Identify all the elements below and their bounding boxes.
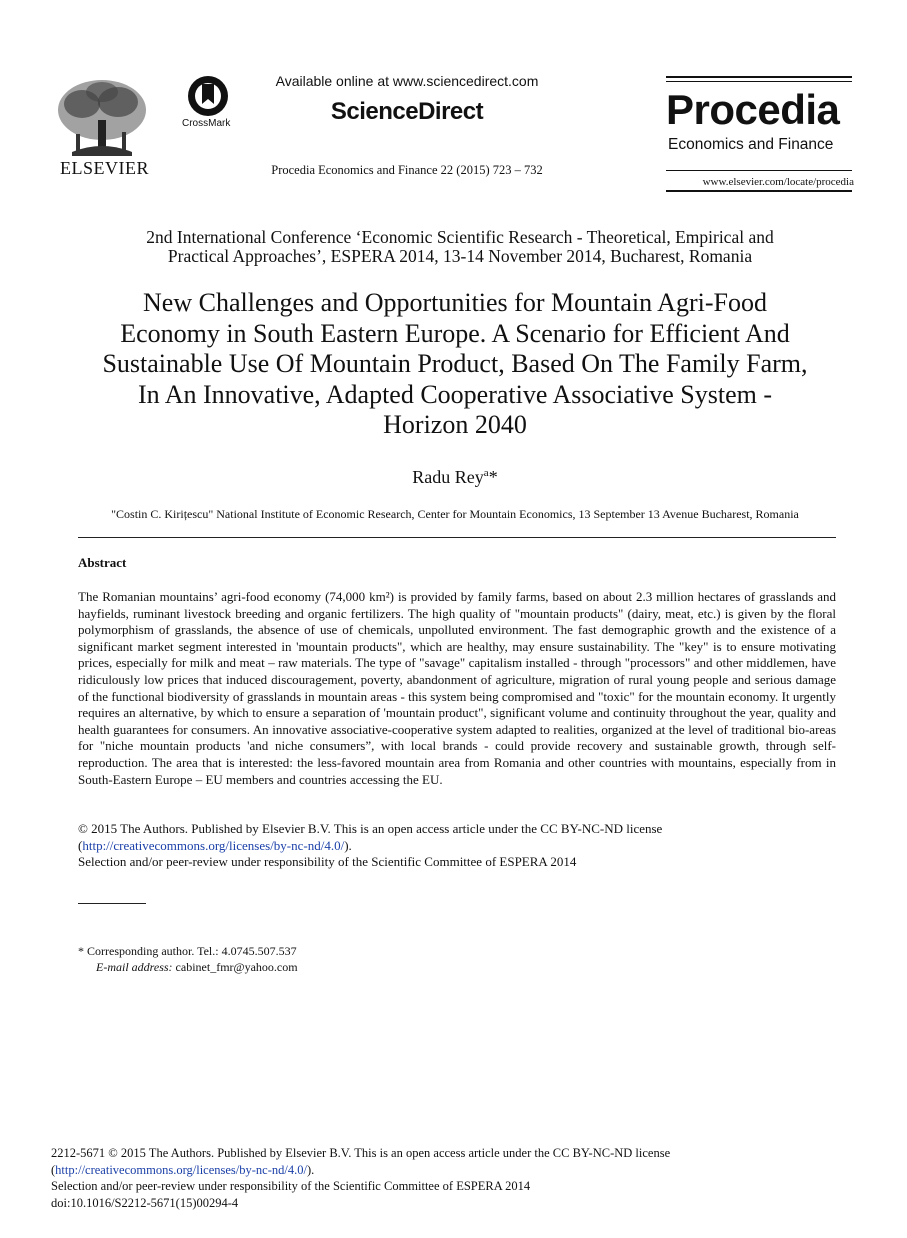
license-link-line	[78, 838, 836, 855]
affiliation: "Costin C. Kirițescu" National Institute of Economic Research, Center for Mountain Economics, 13 September 13 Avenue Bucharest, Romania	[111, 507, 799, 521]
abstract-heading: Abstract	[78, 555, 127, 570]
paren-close: ).	[344, 837, 352, 853]
available-online-text[interactable]: Available online at www.sciencedirect.com	[275, 73, 539, 89]
license-statement: © 2015 The Authors. Published by Elsevier B.V. This is an open access article under the CC BY-NC-ND license	[78, 821, 663, 836]
sciencedirect-wordmark: ScienceDirect	[330, 98, 484, 125]
title-line: Economy in South Eastern Europe. A Scenario for Efficient And	[120, 318, 790, 348]
procedia-rule	[666, 170, 852, 171]
procedia-rule	[666, 76, 852, 78]
footnote-divider	[78, 903, 146, 904]
title-line: In An Innovative, Adapted Cooperative Associative System -	[138, 379, 772, 409]
procedia-rule	[666, 190, 852, 192]
procedia-rule	[666, 81, 852, 82]
page-footer	[51, 1145, 871, 1211]
email-label: E-mail address:	[96, 960, 173, 974]
email-address[interactable]: cabinet_fmr@yahoo.com	[175, 960, 298, 974]
title-line: New Challenges and Opportunities for Mountain Agri-Food	[143, 288, 767, 317]
footer-link-line	[51, 1162, 871, 1179]
crossmark-label: CrossMark	[182, 118, 231, 129]
license-link[interactable]: http://creativecommons.org/licenses/by-nc-nd/4.0/	[82, 837, 345, 853]
author-line	[300, 467, 610, 488]
email-line	[78, 959, 298, 975]
license-block	[78, 821, 836, 871]
paren-open: (	[51, 1162, 56, 1177]
corresponding-author: * Corresponding author. Tel.: 4.0745.507.537	[78, 944, 297, 958]
elsevier-wordmark: ELSEVIER	[60, 158, 149, 178]
paren-close: ).	[306, 1162, 315, 1177]
procedia-wordmark: Procedia	[666, 86, 840, 133]
journal-reference: Procedia Economics and Finance 22 (2015) 723 – 732	[271, 163, 543, 177]
title-line: Sustainable Use Of Mountain Product, Based On The Family Farm,	[102, 349, 808, 378]
conference-line: 2nd International Conference ‘Economic Scientific Research - Theoretical, Empirical and	[146, 227, 774, 247]
title-line: Horizon 2040	[383, 410, 527, 439]
conference-info	[80, 228, 840, 266]
procedia-subtitle: Economics and Finance	[668, 136, 834, 153]
affiliation-marker: a	[483, 467, 489, 479]
author-name: Radu Rey	[412, 467, 484, 487]
section-divider	[78, 537, 836, 538]
abstract-body: The Romanian mountains’ agri-food economy (74,000 km²) is provided by family farms, based on about 2.3 million hectares of grasslands and hayfields, ruminant livestock breeding and organic fertilizers. The high quality of "mountain products" (dairy, meat, etc.) is given by the floral polymorphism of grasslands, the absence of use of chemicals, unpolluted environment. The fast demographic growth and the existence of a significant market segment interested in 'mountain products", which are healthy, may ensure sustainability. The "key" is to ensure motivating prices, especially for milk and meat – raw materials. The type of "savage" capitalism installed - through "processors" and other middlemen, have ridiculously low prices that induced discouragement, poverty, abandonment of agriculture, migration of rural young people and serious damage of the functional biodiversity of grasslands in mountain areas - this system being compromised and "toxic" for the mountain economy. It urgently requires an alternative, by which to ensure a separation of 'mountain product", significant volume and continuity throughout the year, quality and health guarantees for consumers. An innovative associative-cooperative system adapted to realities, organized at the level of traditional bio-areas for "niche mountain products 'and niche consumers”, with local brands - could provide recovery and sustainable growth, through self-reproduction. The area that is interested: the less-favored mountain area from Romania and other countries with mountains, especially from in South-Eastern Europe – EU members and countries accessing the EU.	[78, 589, 836, 787]
footer-peer-review: Selection and/or peer-review under responsibility of the Scientific Committee of ESPERA 2014	[51, 1179, 531, 1194]
paren-open: (	[78, 837, 83, 853]
doi[interactable]: doi:10.1016/S2212-5671(15)00294-4	[51, 1195, 239, 1210]
procedia-url-link[interactable]: www.elsevier.com/locate/procedia	[702, 176, 854, 188]
paper-title	[70, 288, 840, 441]
footnote	[78, 943, 298, 975]
peer-review-statement: Selection and/or peer-review under responsibility of the Scientific Committee of ESPERA 2014	[78, 854, 577, 870]
footer-copyright: 2212-5671 © 2015 The Authors. Published by Elsevier B.V. This is an open access article under the CC BY-NC-ND license	[51, 1146, 671, 1160]
conference-line: Practical Approaches’, ESPERA 2014, 13-14 November 2014, Bucharest, Romania	[167, 246, 753, 266]
corresponding-marker: *	[488, 467, 498, 487]
footer-license-link[interactable]: http://creativecommons.org/licenses/by-nc-nd/4.0/	[55, 1162, 307, 1177]
